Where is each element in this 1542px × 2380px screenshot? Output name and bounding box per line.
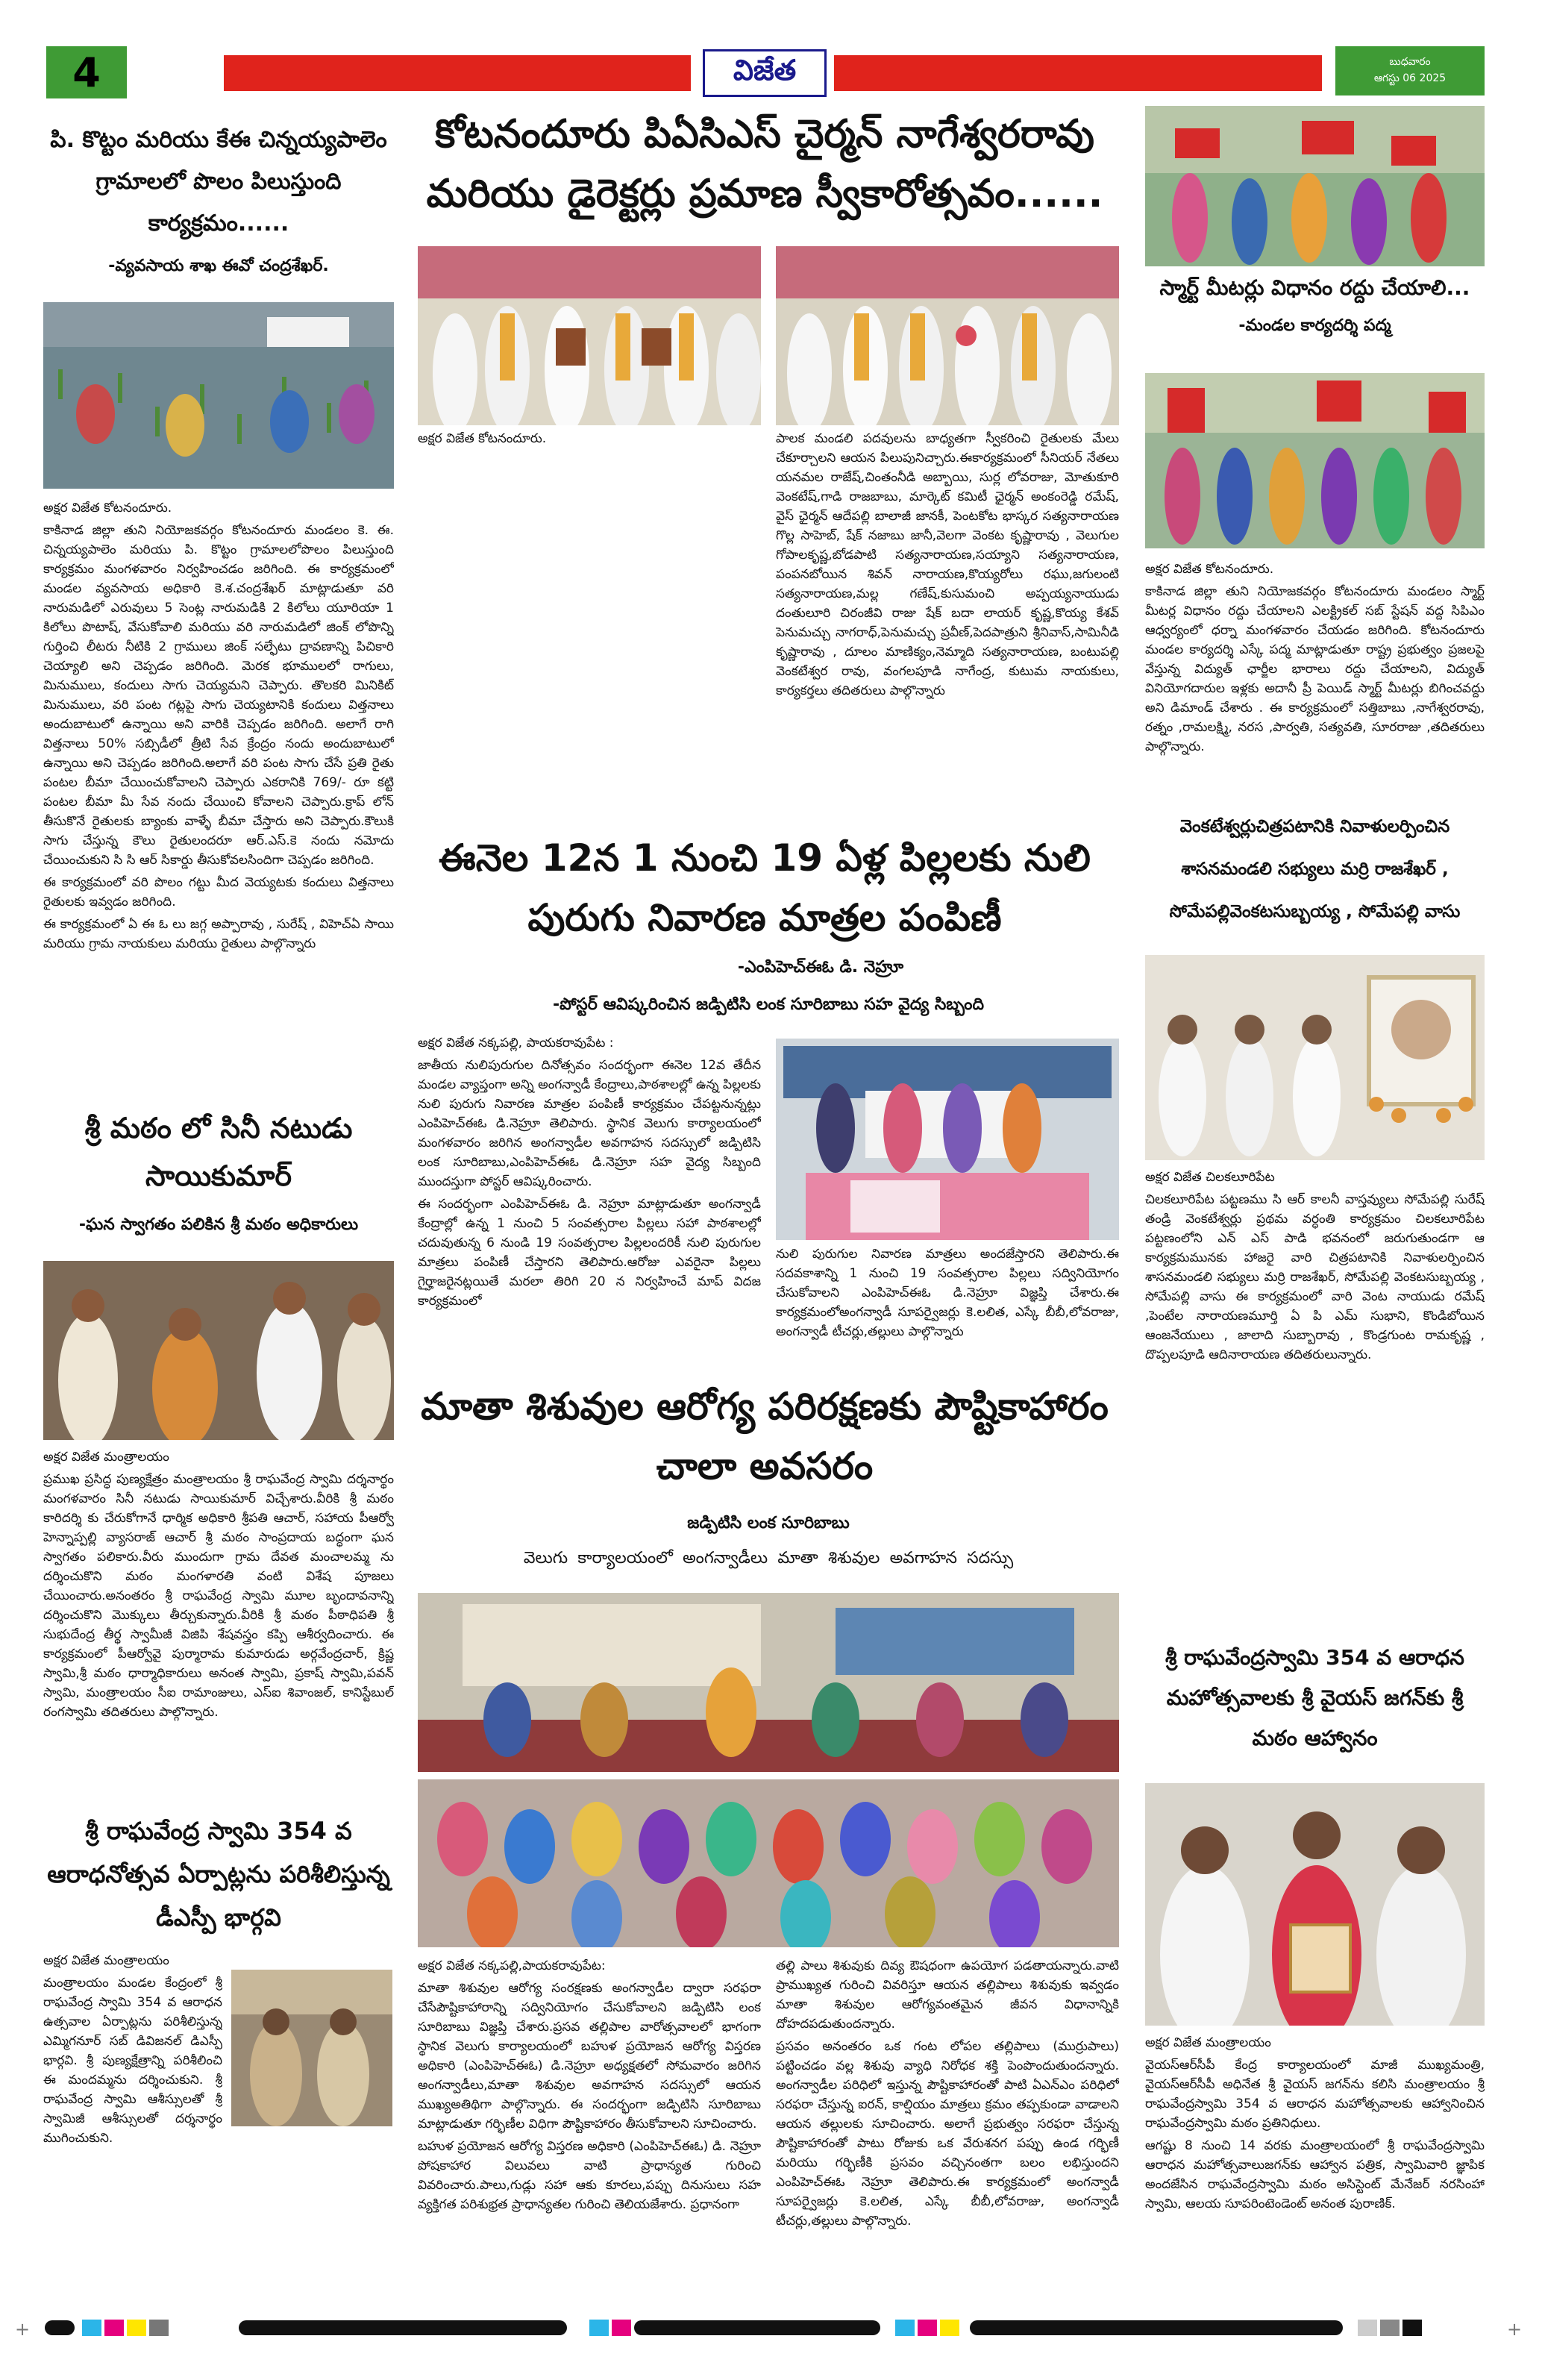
lead-body-left <box>418 429 761 802</box>
mch-byline-1: జడ్పిటిసి లంక సూరిబాబు <box>687 1514 850 1532</box>
paragraph: ఈ కార్యక్రమంలో ఏ ఈ ఓ లు జగ్గ అప్పారావు , సురేష్ , విహెచ్ఏ సాయి మరియు గ్రామ నాయకులు మరియు రైతులు పాల్గొన్నారు <box>43 917 394 951</box>
paragraph: అక్షర విజేత చిలకలూరిపేట <box>1145 1170 1275 1185</box>
paragraph: అక్షర విజేత నక్కపల్లి,పాయకరావుపేట: <box>418 1958 606 1973</box>
col1-story2-headline: శ్రీ మఠం లో సినీ నటుడు సాయికుమార్ <box>84 1112 353 1192</box>
col4-story1-body <box>1145 560 1485 798</box>
awareness-meeting-photo-top <box>418 1593 1119 1772</box>
poster-launch-photo <box>776 1039 1119 1240</box>
paragraph: కాకినాడ జిల్లా తుని నియోజకవర్గం కోటనందూరు మండలం కె. ఈ. చిన్నయ్యపాలెం మరియు పి. కొట్టం గ్రామాలలోపొలం పిలుస్తుంది కార్యక్రమం మంగళవారం నిర్వహించడం జరిగింది. ఈ కార్యక్రమంలో మండల వ్యవసాయ అధికారి కె.శ.చంద్రశేఖర్ మాట్లాడుతూ వరి నారుమడిలో ఎరువులు 5 సెంట్ల నారుమడికి 2 కిలోలు యూరియా 1 కిలోలు పొటాష్, వేసుకోవాలి మరియు వరి నారుమడిలో జింక్ లోపొన్ని గుర్తించి లీటరు నీటికి 2 గ్రాములు జింక్ సల్ఫేటు ద్రావణాన్ని పిచికారి చెయ్యాలి అని చెప్పడం జరిగింది. మెరక భూములలో రాగులు, మినుములు, కందులు సాగు చెయ్యమని చెప్పారు. తొలకరి మినికిట్ మినుములు, వరి పంట గట్లపై సాగు చెయ్యటానికి కందులు విత్తనాలు అందుబాటులో ఉన్నాయి అని వారికి చెప్పడం జరిగింది. అలాగే రాగి విత్తనాలు 50% సబ్సిడీలో త్రీటి సేవ క్రేంద్రం నందు అందుబాటులో ఉన్నాయి అని చెప్పడం జరిగింది.అలాగే వరి పంట సాగు చేసే ప్రతి రైతు పంటల బీమా చేయించుకోవాలని చెప్పారు ఎకరానికి 769/- రూ కట్టి పంటల బీమా మీ సేవ నందు చేయించి కోవాలని చెప్పారు.క్రాప్ లోన్ తీసుకొనే రైతులకు బ్యాంకు వాళ్ళే బీమా చేస్తారు అని చెప్పారు.కౌలుకి సాగు చేస్తున్న కౌలు రైతులందరూ ఆర్.ఎస్.కె నందు నమోదు చేయించుకుని సి సి ఆర్ సికార్డు తీసుకోవలసిందిగా చెప్పడం జరిగింది. <box>43 523 394 868</box>
tribute-photo <box>1145 955 1485 1160</box>
crosshair-mark-right: + <box>1507 2319 1523 2340</box>
paragraph: ప్రముఖ ప్రసిద్ధ పుణ్యక్షేత్రం మంత్రాలయం శ్రీ రాఘవేంద్ర స్వామి దర్శనార్థం మంగళవారం సినీ నటుడు సాయికుమార్ విచ్చేశారు.వీరికి శ్రీ మఠం కారిదర్శి కు చేరుకోగానే ధార్మిక అధికారి శ్రీపతి ఆచార్, సహాయ పీఆర్వో హెన్నాప్పల్లి వ్యాసరాజ్ ఆచార్ శ్రీ మఠం సాంప్రదాయ బద్ధంగా ఘన స్వాగతం పలికారు.వీరు ముందుగా గ్రామ దేవత మంచాలమ్మ ను దర్శించుకొని మఠం మంగళారతి వంటి విశేష పూజలు చేయించారు.అనంతరం శ్రీ రాఘవేంద్ర స్వామి మూల బృందావనాన్ని దర్శించుకొని మొక్కులు తీర్చుకున్నారు.వీరికి శ్రీ మఠం పీఠాధిపతి శ్రీ సుభుదేంద్ర తీర్థ స్వామీజీ విజిపి శేషవస్త్రం కప్పి ఆశీర్వదించారు. ఈ కార్యక్రమంలో పీఆర్వోవై పుర్మారామ కుమారుడు అర్గవేంద్రచార్, క్రిష్ణ స్వామి,శ్రీ మఠం ధార్మాధికారులు అనంత స్వామి, ప్రకాష్ స్వామి,పవన్ స్వామి, మంత్రాలయం సీఐ రామాంజులు, ఎస్ఐ శివాంజల్, కానిస్టేబుల్ రంగస్వామి తదితరులు పాల్గొన్నారు. <box>43 1472 394 1720</box>
print-registration-strip <box>0 2305 1542 2350</box>
paragraph: అక్షర విజేత మంత్రాలయం <box>43 1953 169 1968</box>
paragraph: ఈ కార్యక్రమంలో వరి పొలం గట్టు మీద వెయ్యటకు కందులు విత్తనాలు రైతులకు ఇవ్వడం జరిగింది. <box>43 875 394 909</box>
smart-meter-protest-photo-2 <box>1145 373 1485 548</box>
mch-headline: మాతా శిశువుల ఆరోగ్య పరిరక్షణకు పౌష్టికాహారం చాలా అవసరం <box>421 1385 1109 1488</box>
col4-story1-headline: స్మార్ట్ మీటర్లు విధానం రద్దు చేయాలి... <box>1159 275 1470 300</box>
col1-story1-headline: పి. కొట్టం మరియు కేఈ చిన్నయ్యపాలెం గ్రామాలలో పొలం పిలుస్తుంది కార్యక్రమం...... <box>50 127 387 237</box>
col1-story1-byline: -వ్యవసాయ శాఖ ఈవో చంద్రశేఖర్. <box>108 257 329 275</box>
paragraph: అక్షర విజేత కోటనందూరు. <box>1145 562 1274 577</box>
paddy-field-photo <box>43 302 394 489</box>
paragraph: మాతా శిశువుల ఆరోగ్య సంరక్షణకు అంగన్వాడీల ద్వారా సరఫరా చేసేపౌష్టికాహారాన్ని సద్వినియోగం చేసుకోవాలని జడ్పిటిసి లంక సూరిబాబు విజ్ఞప్తి చేశారు.ప్రసవ తల్లిపాల వారోత్సవాలలో భాగంగా స్థానిక వెలుగు కార్యాలయంలో బహుళ ప్రయోజన ఆరోగ్య విస్తరణ అధికారి (ఎంపిహెచ్ఈఓ) డి.నెహ్రూ అధ్యక్షతలో సోమవారం జరిగిన అంగన్వాడీలు,మాతా శిశువుల అవగాహన సదస్సులో ఆయన ముఖ్యఅతిథిగా పాల్గొన్నారు. ఈ సందర్భంగా జడ్పిటిసి సూరిబాబు మాట్లాడుతూ గర్భిణీల విధిగా పౌష్టికాహారం తీసుకోవాలని సూచించారు. <box>418 1981 761 2132</box>
paragraph: ఈ సందర్భంగా ఎంపిహెచ్ఈఓ డి. నెహ్రూ మాట్లాడుతూ అంగన్వాడీ కేంద్రాల్లో ఉన్న 1 నుంచి 5 సంవత్సరాల పిల్లలు సహా పాఠశాలల్లో చదువుతున్న 6 నుండి 19 సంవత్సరాల పిల్లలందరికీ నులి పురుగుల మాత్రలు పంపిణీ చేస్తారని తెలిపారు.ఆరోజు ఎవరైనా పిల్లలు గైర్హాజరైనట్లయితే మరలా తిరిగి 20 న నిర్వహించే మాప్ విదజ కార్యక్రమంలో <box>418 1197 761 1309</box>
paragraph: పాలక మండలి పదవులను బాధ్యతగా స్వీకరించి రైతులకు మేలు చేకూర్చాలని ఆయన పిలుపునిచ్చారు.ఈకార్యక్రమంలో సీనియర్ నేతలు యనమల రాజేష్,చింతంనీడి అబ్బాయి, సుర్ల లోవరాజు, మోతుకూరి వెంకటేష్,గాడి రాజబాబు, మార్కెట్ కమిటీ ఛైర్మన్ అంకంరెడ్డి రమేష్, వైస్ ఛైర్మన్ ఆదేపల్లి బాలాజీ జానకీ, పెంటకోట భాస్కర సత్యనారాయణ గొల్ల సాహెబ్, షేక్ నజాబు జానీ,వెలగా వెంకట కృష్ణారావు , వెలుగుల గోపాలకృష్ణ,బోడపాటి సత్యనారాయణ,సయ్యాని సత్యనారాయణ, పంపనబోయిన శివన్ నారాయణ,కొయ్యరోలు రఘు,జగులంటి సత్యనారాయణ,మల్ల గణేష్,కుసుమంచి అప్పయ్యనాయుడు దంతులూరి చిరంజీవి రాజు షేక్ బదా లాయర్ కృష్ణ,కొయ్య కేశవ్ పెనుమచ్చు నాగరాధ్,పెనుమచ్చు ప్రవీణ్,పెదపాత్రుని శ్రీనివాస్,సామినీడి కృష్ణారావు , దూలం మాణిక్యం,నెమ్మాది సత్యనారాయణ, బంటుపల్లి వెంకటేశ్వర రావు, వంగలపూడి నాగేంద్ర, కుటుమ నాయకులు, కార్యకర్తలు తదితరులు పాల్గొన్నారు <box>776 431 1119 698</box>
ntd-body-right <box>776 1244 1119 1364</box>
masthead <box>0 0 1542 104</box>
magenta-patch <box>104 2320 124 2336</box>
smart-meter-protest-photo-1 <box>1145 106 1485 266</box>
lead-headline: కోటనందూరు పిఏసిఎస్ చైర్మన్ నాగేశ్వరరావు మరియు డైరెక్టర్లు ప్రమాణ స్వీకారోత్సవం...... <box>426 112 1103 216</box>
magenta-patch <box>918 2320 937 2336</box>
page-number: 4 <box>46 46 127 98</box>
col1-story2-body <box>43 1447 394 1806</box>
paragraph: చిలకలూరిపేట పట్టణము సి ఆర్ కాలనీ వాస్తవ్యులు సోమేపల్లి సురేష్ తండ్రి వెంకటేశ్వర్లు ప్రథమ వర్ధంతి కార్యక్రమం చిలకలూరిపేట పట్టణంలోని ఎన్ ఎస్ పాడి భవనంలో జరుగుతుండగా ఆ కార్యక్రమమునకు హాజరై వారి చిత్రపటానికి నివాళులర్పించిన శాసనమండలి సభ్యులు మర్రి రాజశేఖర్, సోమేపల్లి వెంకటసుబ్బయ్య , సోమేపల్లి వాసు ఈ కార్యక్రమంలో వారి వెంట నాయుడు రమేష్ ,పెంటేల నారాయణమూర్తి ఏ పి ఎమ్ సుభాని, కొండిబోయిన ఆంజనేయులు , జాలాది సుబ్బారావు , కొండ్రగుంట రామకృష్ణ , దొప్పలపూడి ఆదినారాయణ తదితరులున్నారు. <box>1145 1192 1485 1362</box>
paragraph: బహుళ ప్రయోజన ఆరోగ్య విస్తరణ అధికారి (ఎంపిహెచ్ఈఓ) డి. నెహ్రూ పోషకాహార విలువలు వాటి ప్రాధాన్యత గురించి వివరించారు.పాలు,గుడ్లు సహా ఆకు కూరలు,పప్పు దినుసులు సహ వ్యక్తిగత పరిశుభ్రత ప్రాధాన్యతల గురించి తెలియజేశారు. ప్రధానంగా <box>418 2139 761 2212</box>
srimatham-photo <box>43 1261 394 1440</box>
col4-story3-body <box>1145 2033 1485 2302</box>
mch-body-left <box>418 1956 761 2299</box>
paragraph: వైయస్ఆర్‌సీపీ కేంద్ర కార్యాలయంలో మాజీ ముఖ్యమంత్రి, వైయస్ఆర్‌సీపీ అధినేత శ్రీ వైయస్ జగన్‌ను కలిసి మంత్రాలయం శ్రీ రాఘవేంద్రస్వామి 354 వ ఆరాధన మహోత్సవాలకు ఆహ్వానించిన రాఘవేంద్రస్వామి మఠం ప్రతినిధులు. <box>1145 2058 1485 2131</box>
oath-ceremony-photo-right <box>776 246 1119 425</box>
cyan-patch <box>895 2320 915 2336</box>
paragraph: మంత్రాలయం మండల కేంద్రంలో శ్రీ రాఘవేంద్ర స్వామి 354 వ ఆరాధన ఉత్సవాల ఏర్పాట్లను పరిశీలిస్తున్న ఎమ్మిగనూర్ సబ్ డివిజనల్ డిఎస్పీ భార్గవి. శ్రీ పుణ్యక్షేత్రాన్ని పరిశీలించి ఈ మందమ్మను దర్శించుకుని. శ్రీ రాఘవేంద్ర స్వామి ఆశీస్సులతో శ్రీ స్వామిజీ ఆశీస్సులతో దర్శనార్థం ముగించుకుని. <box>43 1976 222 2146</box>
ntd-body-left <box>418 1033 761 1362</box>
masthead-bar-right <box>834 55 1322 91</box>
paragraph: అక్షర విజేత మంత్రాలయం <box>43 1450 169 1465</box>
black-patch <box>1402 2320 1422 2336</box>
ntd-headline: ఈనెల 12న 1 నుంచి 19 ఏళ్ల పిల్లలకు నులి పురుగు నివారణ మాత్రల పంపిణీ <box>439 836 1091 939</box>
col1-story3-headline: శ్రీ రాఘవేంద్ర స్వామి 354 వ ఆరాధనోత్సవ ఏర్పాట్లను పరిశీలిస్తున్న డీఎస్పీ భార్గవి <box>47 1817 390 1932</box>
cyan-patch <box>589 2320 609 2336</box>
jagan-invitation-photo <box>1145 1783 1485 2026</box>
col1-story2-byline: -ఘన స్వాగతం పలికిన శ్రీ మఠం అధికారులు <box>78 1215 359 1234</box>
paragraph: ఆగష్టు 8 నుంచి 14 వరకు మంత్రాలయంలో శ్రీ రాఘవేంద్రస్వామి ఆరాధన మహోత్సవాలుజగన్‌కు ఆహ్వాన పత్రిక, స్వామివారి జ్ఞాపిక అందజేసిన రాఘవేంద్రస్వామి మఠం అసిస్టెంట్ మేనేజర్ నరసింహా స్వామి, ఆలయ సూపరింటెండెంట్ అనంత పురాణిక్. <box>1145 2138 1485 2211</box>
crosshair-mark-left: + <box>15 2319 31 2340</box>
col4-story2-body <box>1145 1168 1485 1630</box>
date-box <box>1335 46 1485 95</box>
paragraph: అక్షర విజేత కోటనందూరు. <box>43 501 172 516</box>
black-bar <box>45 2320 75 2335</box>
issue-date: ఆగస్టు 06 2025 <box>1373 72 1447 84</box>
ntd-byline-2: -పోస్టర్ ఆవిష్కరించిన జడ్పిటిసి లంక సూరిబాబు సహ వైద్య సిబ్బంది <box>552 995 984 1014</box>
paragraph: నులి పురుగుల నివారణ మాత్రలు అందజేస్తారని తెలిపారు.ఈ సదవకాశాన్ని 1 నుంచి 19 సంవత్సరాల పిల్లలు సద్వినియోగం చేసుకోవాలని ఎంపిహెచ్ఈఓ డి.నెహ్రూ విజ్ఞప్తి చేశారు.ఈ కార్యక్రమంలోఅంగన్వాడీ సూపర్వైజర్లు కె.లలిత, ఎస్కే బీబీ,లోవరాజు, అంగన్వాడీ టీచర్లు,తల్లులు పాల్గొన్నారు <box>776 1247 1119 1339</box>
oath-ceremony-photo-left <box>418 246 761 425</box>
col4-story1-byline: -మండల కార్యదర్శి పద్మ <box>1238 316 1391 335</box>
black-bar <box>634 2320 880 2335</box>
mch-byline-2: వెలుగు కార్యాలయంలో అంగన్వాడీలు మాతా శిశువుల అవగాహన సదస్సు <box>523 1549 1014 1568</box>
cyan-patch <box>82 2320 101 2336</box>
yellow-patch <box>940 2320 959 2336</box>
awareness-meeting-photo-crowd <box>418 1779 1119 1947</box>
ntd-byline-1: -ఎంపిహెచ్ఈఓ డి. నెహ్రూ <box>737 958 904 977</box>
paragraph: తల్లి పాలు శిశువుకు దివ్య ఔషధంగా ఉపయోగ పడతాయన్నారు.వాటి ప్రాముఖ్యత గురించి వివరిస్తూ ఆయన తల్లిపాలు శిశువుకు ఇవ్వడం మాతా శిశువుల ఆరోగ్యవంతమైన జీవన విధానాన్నికి దోహదపడుతుందన్నారు. <box>776 1958 1119 2032</box>
lead-body-right <box>776 429 1119 802</box>
grey-patch <box>1380 2320 1400 2336</box>
col1-story1-body <box>43 498 394 1073</box>
black-bar <box>239 2320 567 2335</box>
yellow-patch <box>127 2320 146 2336</box>
issue-day: బుధవారం <box>1389 56 1431 68</box>
paragraph: అక్షర విజేత నక్కపల్లి, పాయకరావుపేట : <box>418 1036 614 1050</box>
dsp-inspection-photo <box>231 1970 392 2126</box>
col4-story3-headline: శ్రీ రాఘవేంద్రస్వామి 354 వ ఆరాధన మహోత్సవాలకు శ్రీ వైయస్ జగన్‌కు శ్రీ మఠం ఆహ్వానం <box>1165 1645 1464 1750</box>
paragraph: అక్షర విజేత మంత్రాలయం <box>1145 2035 1271 2050</box>
black-bar <box>970 2320 1343 2335</box>
grey-patch <box>149 2320 169 2336</box>
masthead-bar-left <box>224 55 691 91</box>
col1-story3-body-bottom <box>43 2134 394 2283</box>
paragraph: అక్షర విజేత కోటనందూరు. <box>418 431 547 446</box>
grey-patch <box>1358 2320 1377 2336</box>
mch-body-right <box>776 1956 1119 2299</box>
col4-story2-headline: వెంకటేశ్వర్లుచిత్రపటానికి నివాళులర్పించిన శాసనమండలి సభ్యులు మర్రి రాజశేఖర్ , సోమేపల్లివెంకటసుబ్బయ్య , సోమేపల్లి వాసు <box>1169 817 1461 921</box>
magenta-patch <box>612 2320 631 2336</box>
paragraph: జాతీయ నులిపురుగుల దినోత్సవం సందర్భంగా ఈనెల 12వ తేదీన మండల వ్యాప్తంగా అన్ని అంగన్వాడీ కేంద్రాలు,పాఠశాలల్లో ఉన్న పిల్లలకు నులి పురుగు నివారణ మాత్రల పంపిణీ కార్యక్రమం చేపట్టనున్నట్లు ఎంపిహెచ్ఈఓ డి.నెహ్రూ తెలిపారు. స్థానిక వెలుగు కార్యాలయంలో మంగళవారం జరిగిన అంగన్వాడీల అవగాహన సదస్సులో జడ్పిటిసి లంక సూరిబాబు,ఎంపిహెచ్ఈఓ డి.నెహ్రూ సహ వైద్య సిబ్బంది ముందస్తుగా పోస్టర్ ఆవిష్కరించారు. <box>418 1058 761 1189</box>
paragraph: ప్రసవం అనంతరం ఒక గంట లోపల తల్లిపాలు (ముర్రుపాలు) పట్టించడం వల్ల శిశువు వ్యాధి నిరోధక శక్తి పెంపొందుతుందన్నారు. అంగన్వాడీల పరిధిలో ఇస్తున్న పౌష్టికాహారంతో పాటి ఏఎన్ఎం పరిధిలో సరఫరా చేస్తున్న ఐరన్, కాల్షియం మాత్రలు క్రమం తప్పకుండా వాడాలని ఆయన తల్లులకు సూచించారు. అలాగే ప్రభుత్వం సరఫరా చేస్తున్న పౌష్టికాహారంతో పాటు రోజుకు ఒక వేరుశనగ పప్పు ఉండ గర్భిణీ మరియు గర్భిణీకి ప్రసవం వచ్చినంతగా బలం లభిస్తుందని ఎంపిహెచ్ఈఓ నెహ్రూ తెలిపారు.ఈ కార్యక్రమంలో అంగన్వాడీ సూపర్వైజర్లు కె.లలిత, ఎస్కే బీబీ,లోవరాజు, అంగన్వాడీ టీచర్లు,తల్లులు పాల్గొన్నారు. <box>776 2039 1119 2229</box>
paragraph: కాకినాడ జిల్లా తుని నియోజకవర్గం కోటనందూరు మండలం స్మార్ట్ మీటర్ల విధానం రద్దు చేయాలని ఎలక్ట్రికల్ సబ్ స్టేషన్ వద్ద సిపిఎం ఆధ్వర్యంలో ధర్నా మంగళవారం చేయడం జరిగింది. కోటనందూరు మండల కార్యదర్శి ఎస్కే పద్మ మాట్లాడుతూ రాష్ట్ర ప్రభుత్వం ప్రజలపై వేస్తున్న విద్యుత్ ఛార్జీల భారాలు రద్దు చేయాలని, విద్యుత్ వినియోగదారుల ఇళ్లకు అదానీ ప్రీ పెయిడ్ స్మార్ట్ మీటర్లు బిగించవద్దు అని డిమాండ్ చేశారు . ఈ కార్యక్రమంలో సత్తిబాబు ,నాగేశ్వరరావు, రత్నం ,రామలక్ష్మి, నరస ,పార్వతి, సత్యవతి, సూరరాజు ,తదితరులు పాల్గొన్నారు. <box>1145 584 1485 754</box>
paper-logo: విజేత <box>703 49 827 97</box>
